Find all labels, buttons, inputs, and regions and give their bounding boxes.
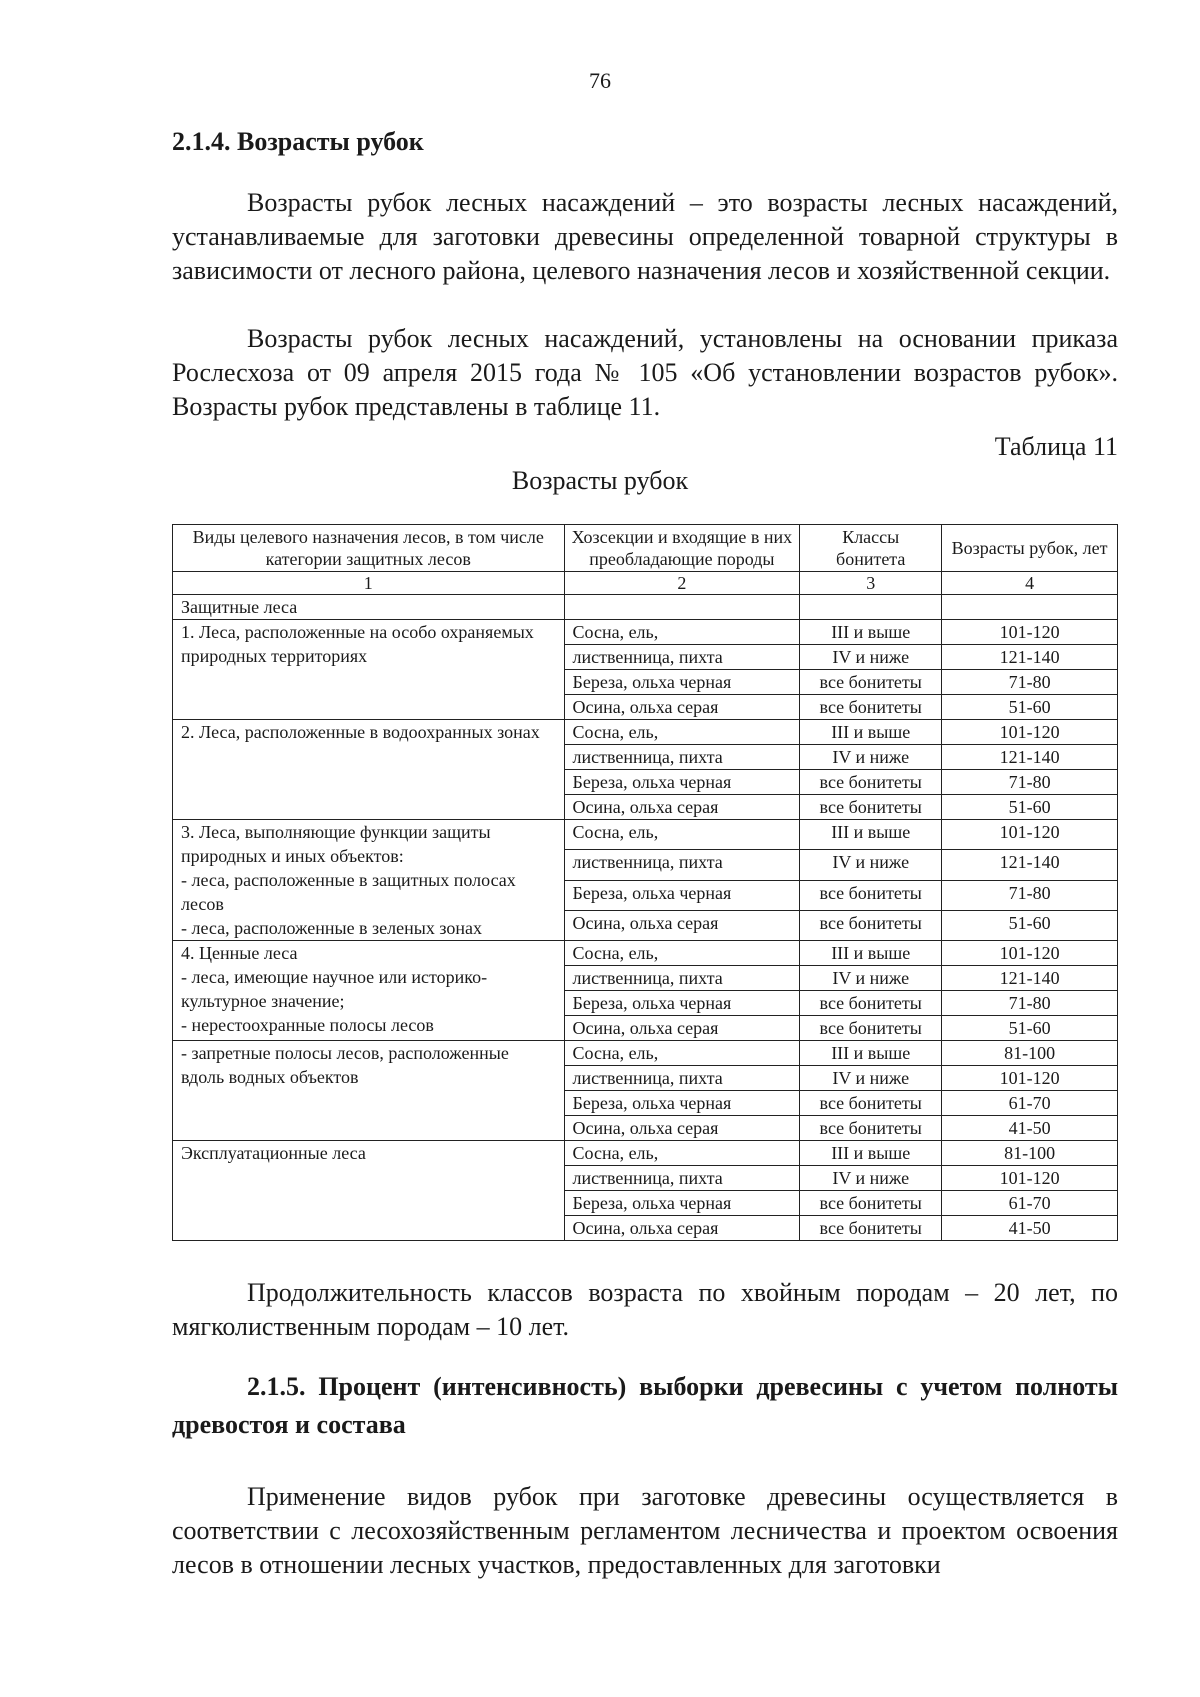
species-cell: Сосна, ель,	[564, 720, 800, 745]
species-cell: Береза, ольха черная	[564, 991, 800, 1016]
purpose-line: - нерестоохранные полосы лесов	[181, 1015, 434, 1035]
bonitet-cell: все бонитеты	[800, 910, 942, 940]
purpose-line: 4. Ценные леса	[181, 943, 298, 963]
species-cell: Сосна, ель,	[564, 1141, 800, 1166]
species-cell: Сосна, ель,	[564, 1041, 800, 1066]
species-cell: Осина, ольха серая	[564, 1016, 800, 1041]
bonitet-cell: все бонитеты	[800, 795, 942, 820]
age-cell: 101-120	[942, 820, 1118, 850]
paragraph-definition: Возрасты рубок лесных насаждений – это возрасты лесных насаждений, устанавливаемые для заготовки древесины определенной товарной структуры в зависимости от лесного района, целевого назначения лесов и хозяйственной секции.	[172, 188, 1118, 285]
paragraph-age-class-duration: Продолжительность классов возраста по хвойным породам – 20 лет, по мягколиственным породам – 10 лет.	[172, 1278, 1118, 1341]
bonitet-cell: IV и ниже	[800, 645, 942, 670]
age-cell: 51-60	[942, 910, 1118, 940]
section-heading-2-1-4: 2.1.4. Возрасты рубок	[172, 127, 424, 156]
bonitet-cell: все бонитеты	[800, 1016, 942, 1041]
age-cell: 81-100	[942, 1141, 1118, 1166]
table-header-row	[173, 525, 1118, 572]
purpose-cell	[173, 941, 565, 1041]
purpose-line: - леса, имеющие научное или историко-культурное значение;	[181, 967, 488, 1011]
age-cell: 41-50	[942, 1216, 1118, 1241]
bonitet-cell: III и выше	[800, 1041, 942, 1066]
column-number: 1	[173, 572, 565, 595]
species-cell: Сосна, ель,	[564, 820, 800, 850]
age-cell: 41-50	[942, 1116, 1118, 1141]
species-cell: Осина, ольха серая	[564, 795, 800, 820]
age-cell: 71-80	[942, 670, 1118, 695]
bonitet-cell: все бонитеты	[800, 1091, 942, 1116]
bonitet-cell: все бонитеты	[800, 670, 942, 695]
header-species: Хозсекции и входящие в них преобладающие породы	[564, 525, 800, 572]
bonitet-cell: все бонитеты	[800, 991, 942, 1016]
purpose-cell	[173, 1141, 565, 1241]
purpose-line: - запретные полосы лесов, расположенные вдоль водных объектов	[181, 1043, 509, 1087]
bonitet-cell: IV и ниже	[800, 745, 942, 770]
section-heading-2-1-5: 2.1.5. Процент (интенсивность) выборки древесины с учетом полноты древостоя и состава	[172, 1372, 1118, 1439]
purpose-cell	[173, 620, 565, 720]
category-label: Защитные леса	[173, 595, 565, 620]
age-cell: 101-120	[942, 720, 1118, 745]
column-number: 3	[800, 572, 942, 595]
bonitet-cell: IV и ниже	[800, 850, 942, 880]
bonitet-cell: все бонитеты	[800, 1116, 942, 1141]
species-cell: Осина, ольха серая	[564, 695, 800, 720]
bonitet-cell: все бонитеты	[800, 1191, 942, 1216]
bonitet-cell: III и выше	[800, 941, 942, 966]
header-purpose: Виды целевого назначения лесов, в том числе категории защитных лесов	[173, 525, 565, 572]
age-cell: 101-120	[942, 1066, 1118, 1091]
bonitet-cell: IV и ниже	[800, 966, 942, 991]
purpose-cell	[173, 720, 565, 820]
species-cell: лиственница, пихта	[564, 1066, 800, 1091]
purpose-cell	[173, 1041, 565, 1141]
table-label: Таблица 11	[994, 432, 1118, 461]
age-cell: 71-80	[942, 770, 1118, 795]
purpose-line: Эксплуатационные леса	[181, 1143, 366, 1163]
species-cell: Осина, ольха серая	[564, 1116, 800, 1141]
species-cell: Сосна, ель,	[564, 620, 800, 645]
species-cell: Береза, ольха черная	[564, 670, 800, 695]
bonitet-cell: все бонитеты	[800, 1216, 942, 1241]
paragraph-order-reference: Возрасты рубок лесных насаждений, установлены на основании приказа Рослесхоза от 09 апреля 2015 года № 105 «Об установлении возрастов рубок». Возрасты рубок представлены в таблице 11.	[172, 324, 1118, 421]
age-cell: 101-120	[942, 941, 1118, 966]
bonitet-cell: III и выше	[800, 720, 942, 745]
paragraph-felling-types: Применение видов рубок при заготовке древесины осуществляется в соответствии с лесохозяйственным регламентом лесничества и проектом освоения лесов в отношении лесных участков, предоставленных для заготовки	[172, 1482, 1118, 1579]
age-cell: 101-120	[942, 1166, 1118, 1191]
species-cell: лиственница, пихта	[564, 850, 800, 880]
species-cell: лиственница, пихта	[564, 645, 800, 670]
column-number: 4	[942, 572, 1118, 595]
purpose-line: 3. Леса, выполняющие функции защиты природных и иных объектов:	[181, 822, 491, 866]
purpose-cell	[173, 820, 565, 941]
age-cell: 61-70	[942, 1191, 1118, 1216]
bonitet-cell: III и выше	[800, 820, 942, 850]
column-number-row	[173, 572, 1118, 595]
age-cell: 51-60	[942, 795, 1118, 820]
species-cell: лиственница, пихта	[564, 745, 800, 770]
column-number: 2	[564, 572, 800, 595]
species-cell: Береза, ольха черная	[564, 1091, 800, 1116]
table-row	[173, 720, 1118, 745]
age-cell: 71-80	[942, 991, 1118, 1016]
species-cell: Осина, ольха серая	[564, 910, 800, 940]
age-cell: 51-60	[942, 695, 1118, 720]
age-cell: 121-140	[942, 966, 1118, 991]
species-cell: лиственница, пихта	[564, 1166, 800, 1191]
species-cell: Сосна, ель,	[564, 941, 800, 966]
purpose-line: 1. Леса, расположенные на особо охраняемых природных территориях	[181, 622, 534, 666]
table-row	[173, 620, 1118, 645]
category-row	[173, 595, 1118, 620]
bonitet-cell: IV и ниже	[800, 1066, 942, 1091]
age-cell: 121-140	[942, 850, 1118, 880]
bonitet-cell: все бонитеты	[800, 695, 942, 720]
species-cell: лиственница, пихта	[564, 966, 800, 991]
felling-age-table	[172, 524, 1118, 1241]
bonitet-cell: III и выше	[800, 620, 942, 645]
species-cell: Береза, ольха черная	[564, 1191, 800, 1216]
purpose-line: - леса, расположенные в зеленых зонах	[181, 918, 482, 938]
age-cell: 101-120	[942, 620, 1118, 645]
table-row	[173, 1041, 1118, 1066]
species-cell: Осина, ольха серая	[564, 1216, 800, 1241]
page-number: 76	[589, 68, 611, 93]
bonitet-cell: все бонитеты	[800, 770, 942, 795]
age-cell: 51-60	[942, 1016, 1118, 1041]
table-title: Возрасты рубок	[511, 466, 689, 495]
species-cell: Береза, ольха черная	[564, 880, 800, 910]
header-bonitet: Классы бонитета	[800, 525, 942, 572]
table-row	[173, 1141, 1118, 1166]
bonitet-cell: IV и ниже	[800, 1166, 942, 1191]
purpose-line: 2. Леса, расположенные в водоохранных зонах	[181, 722, 540, 742]
purpose-line: - леса, расположенные в защитных полосах лесов	[181, 870, 516, 914]
header-age: Возрасты рубок, лет	[942, 525, 1118, 572]
age-cell: 121-140	[942, 745, 1118, 770]
age-cell: 81-100	[942, 1041, 1118, 1066]
bonitet-cell: III и выше	[800, 1141, 942, 1166]
age-cell: 71-80	[942, 880, 1118, 910]
species-cell: Береза, ольха черная	[564, 770, 800, 795]
age-cell: 61-70	[942, 1091, 1118, 1116]
bonitet-cell: все бонитеты	[800, 880, 942, 910]
age-cell: 121-140	[942, 645, 1118, 670]
table-row	[173, 941, 1118, 966]
table-row	[173, 820, 1118, 850]
